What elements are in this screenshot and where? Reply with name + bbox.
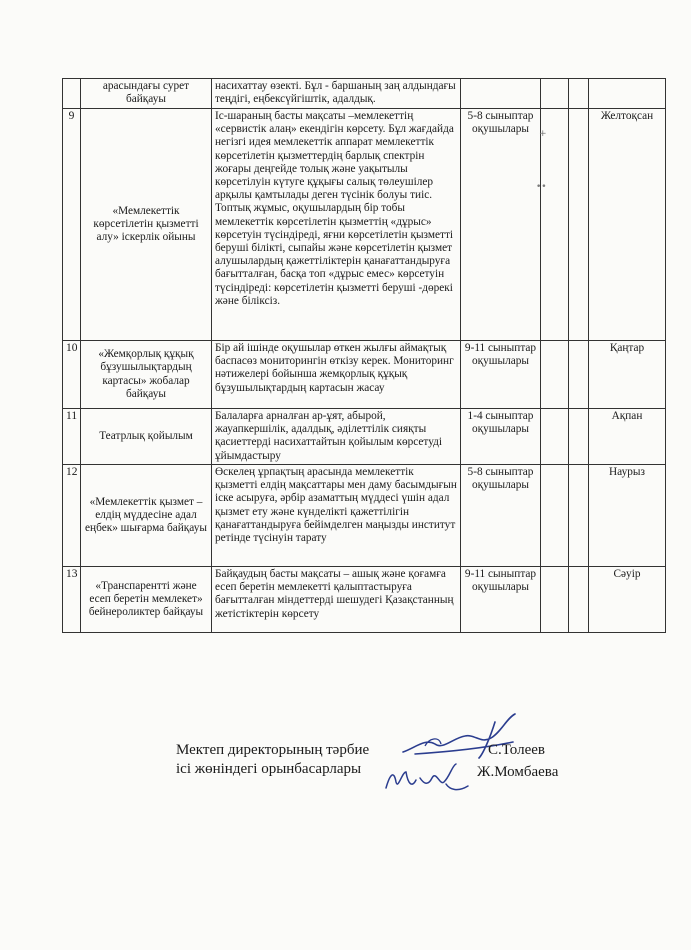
blank-cell bbox=[541, 109, 569, 341]
row-number bbox=[63, 79, 81, 109]
month: Сәуір bbox=[589, 567, 666, 633]
participants: 1-4 сыныптар оқушылары bbox=[461, 409, 541, 465]
signature-title-line1: Мектеп директорының тәрбие bbox=[176, 742, 370, 758]
table-row bbox=[63, 109, 666, 341]
blank-cell bbox=[569, 341, 589, 409]
row-number: 13 bbox=[63, 567, 81, 633]
month: Наурыз bbox=[589, 465, 666, 567]
table-row bbox=[63, 409, 666, 465]
event-name: «Жемқорлық құқық бұзушылықтардың картасы» жобалар байқауы bbox=[81, 341, 212, 409]
row-number: 11 bbox=[63, 409, 81, 465]
stray-mark: •• bbox=[536, 182, 547, 192]
event-description: Өскелең ұрпақтың арасында мемлекеттік қызметті елдің мақсаттары мен даму басымдығын іске асыруға, әрбір азаматтың мүддесі үшін адал қызмет ету және күнделікті қажеттілігін қанағаттандыруға бейімделген маңызды институт ретінде түсінуін тарату bbox=[212, 465, 461, 567]
table-row bbox=[63, 341, 666, 409]
blank-cell bbox=[569, 409, 589, 465]
month bbox=[589, 79, 666, 109]
participants: 5-8 сыныптар оқушылары bbox=[461, 109, 541, 341]
participants: 5-8 сыныптар оқушылары bbox=[461, 465, 541, 567]
participants: 9-11 сыныптар оқушылары bbox=[461, 567, 541, 633]
blank-cell bbox=[569, 465, 589, 567]
blank-cell bbox=[541, 79, 569, 109]
blank-cell bbox=[541, 567, 569, 633]
row-number: 10 bbox=[63, 341, 81, 409]
table-row bbox=[63, 465, 666, 567]
event-name: Театрлық қойылым bbox=[81, 409, 212, 465]
month: Желтоқсан bbox=[589, 109, 666, 341]
row-number: 9 bbox=[63, 109, 81, 341]
participants bbox=[461, 79, 541, 109]
event-description: насихаттау өзекті. Бұл - баршаның заң алдындағы теңдігі, еңбексүйгіштік, адалдық. bbox=[212, 79, 461, 109]
row-number: 12 bbox=[63, 465, 81, 567]
event-description: Іс-шараның басты мақсаты –мемлекеттің «сервистік алаң» екендігін көрсету. Бұл жағдайда негізгі идея мемлекеттік аппарат мемлекеттік көрсетілетін қызметтердің барлық спектрін жоғары деңгейде толық және уақытылы көрсетілуін күтуге құқығы салық төлеушілер арқылы қамтылады деген түсінік болуы тиіс. Топтық жұмыс, оқушылардың бір тобы мемлекеттік көрсетілетін қызметтің «дұрыс» көрсетуін түсіндіреді, яғни көрсетілетін қызметті беруші білікті, сыпайы және көрсетілетін қызмет алушылардың қажеттіліктерін қанағаттандыруға бағытталған, басқа топ «дұрыс емес» көрсетуін түсіндіреді: көрсетілетін қызметті беруші -дөрекі және біліксіз. bbox=[212, 109, 461, 341]
month: Ақпан bbox=[589, 409, 666, 465]
event-name: «Мемлекеттік көрсетілетін қызметті алу» іскерлік ойыны bbox=[81, 109, 212, 341]
signature-title bbox=[176, 741, 369, 779]
blank-cell bbox=[541, 409, 569, 465]
stray-mark: + bbox=[539, 129, 547, 139]
month: Қаңтар bbox=[589, 341, 666, 409]
signature-name-2: Ж.Момбаева bbox=[477, 764, 559, 780]
blank-cell bbox=[541, 341, 569, 409]
event-name: арасындағы сурет байқауы bbox=[81, 79, 212, 109]
event-description: Бір ай ішінде оқушылар өткен жылғы аймақтық баспасөз мониторингін өткізу керек. Мониторинг нәтижелері бойынша жемқорлық құқық бұзушылықтардың картасын жасау bbox=[212, 341, 461, 409]
signature-title-line2: ісі жөніндегі орынбасарлары bbox=[176, 761, 362, 777]
signature-2-handwriting bbox=[380, 760, 480, 796]
blank-cell bbox=[541, 465, 569, 567]
signature-name-1: С.Толеев bbox=[488, 742, 545, 758]
event-name: «Транспарентті және есеп беретін мемлекет» бейнероликтер байқауы bbox=[81, 567, 212, 633]
event-description: Балаларға арналған ар-ұят, абырой, жауапкершілік, адалдық, әділеттілік сияқты қасиеттерді насихаттайтын қойылым көрсетуді ұйымдастыру bbox=[212, 409, 461, 465]
participants: 9-11 сыныптар оқушылары bbox=[461, 341, 541, 409]
blank-cell bbox=[569, 567, 589, 633]
blank-cell bbox=[569, 109, 589, 341]
event-name: «Мемлекеттік қызмет – елдің мүддесіне адал еңбек» шығарма байқауы bbox=[81, 465, 212, 567]
event-description: Байқаудың басты мақсаты – ашық және қоғамға есеп беретін мемлекетті қалыптастыруға бағытталған міндеттерді шешудегі Қазақстанның жетістіктерін көрсету bbox=[212, 567, 461, 633]
blank-cell bbox=[569, 79, 589, 109]
plan-table bbox=[62, 78, 666, 633]
table-row bbox=[63, 79, 666, 109]
table-row bbox=[63, 567, 666, 633]
